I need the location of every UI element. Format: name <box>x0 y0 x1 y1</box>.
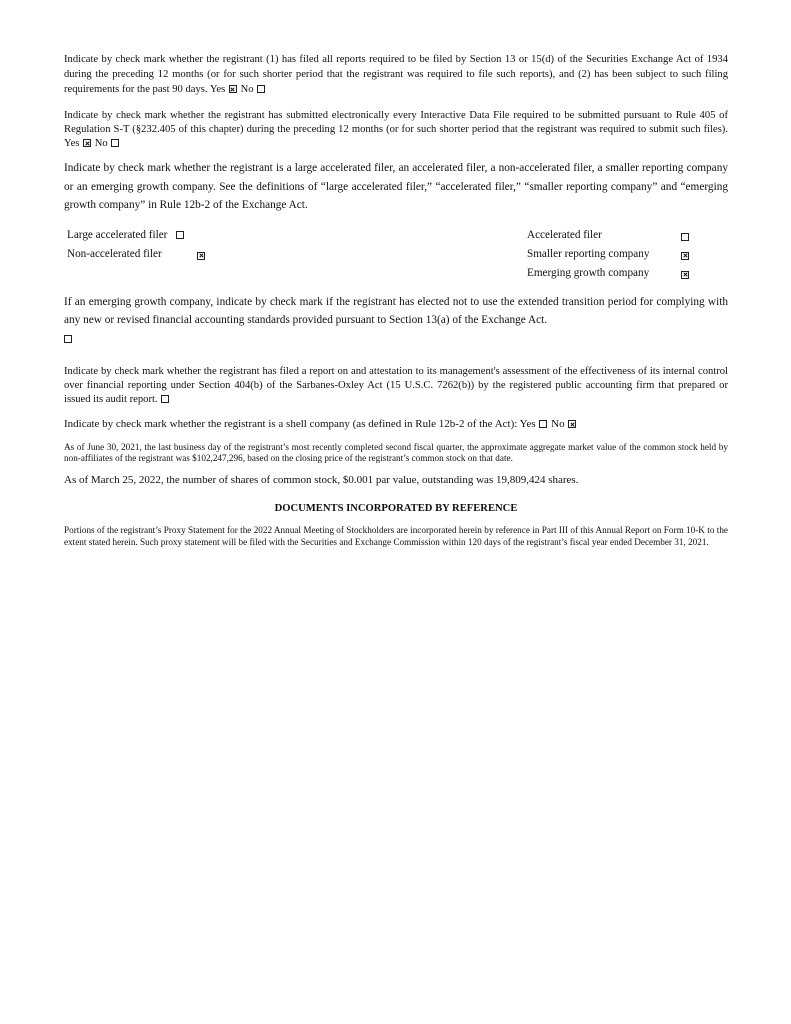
large-accelerated-filer-label: Large accelerated filer <box>67 228 168 241</box>
shell-company-paragraph <box>64 417 728 432</box>
non-accelerated-filer-label: Non-accelerated filer <box>67 247 162 260</box>
reports-filed-text: Indicate by check mark whether the registrant (1) has filed all reports required to be filed by Section 13 or 15(d) of the Securities Exchange Act of 1934 during the preceding 12 months (or for such shorter period that the registrant was required to file such reports), and (2) has been subject to such filing requirements for the past 90 days. <box>64 54 728 95</box>
large-accelerated-filer-option <box>67 229 185 241</box>
shares-outstanding-paragraph: As of March 25, 2022, the number of shares of common stock, $0.001 par value, outstanding was 19,809,424 shares. <box>64 474 579 487</box>
non-accelerated-filer-option <box>67 248 162 260</box>
accelerated-filer-option <box>527 229 602 241</box>
shell-company-yes-checkbox[interactable] <box>539 420 547 428</box>
reports-filed-no-checkbox[interactable] <box>257 85 265 93</box>
non-accelerated-filer-checkbox[interactable] <box>197 252 205 260</box>
emerging-growth-company-option <box>527 267 649 279</box>
internal-control-checkbox[interactable] <box>161 395 169 403</box>
documents-paragraph: Portions of the registrant’s Proxy Statement for the 2022 Annual Meeting of Stockholders are incorporated herein by reference in Part III of this Annual Report on Form 10-K to the extent stated herein. Such proxy statement will be filed with the Securities and Exchange Commission within 120 days of the registrant’s fiscal year ended December 31, 2021. <box>64 525 728 547</box>
filer-status-paragraph: Indicate by check mark whether the registrant is a large accelerated filer, an accelerated filer, a non-accelerated filer, a smaller reporting company or an emerging growth company. See the definitions of “large accelerated filer,” “accelerated filer,” “smaller reporting company” and “emerging growth company” in Rule 12b-2 of the Exchange Act. <box>64 162 728 211</box>
emerging-growth-paragraph <box>64 293 728 349</box>
reports-filed-paragraph <box>64 52 728 97</box>
emerging-growth-company-checkbox[interactable] <box>681 271 689 279</box>
interactive-data-paragraph <box>64 109 728 151</box>
extended-transition-checkbox[interactable] <box>64 335 72 343</box>
accelerated-filer-checkbox[interactable] <box>681 233 689 241</box>
filer-status-options <box>64 229 728 289</box>
smaller-reporting-company-label: Smaller reporting company <box>527 247 650 260</box>
reports-filed-yes-label: Yes <box>209 84 226 95</box>
emerging-growth-text: If an emerging growth company, indicate by check mark if the registrant has elected not to use the extended transition period for complying with any new or revised financial accounting standards provided pursuant to Section 13(a) of the Exchange Act. <box>64 295 728 326</box>
accelerated-filer-label: Accelerated filer <box>527 228 602 241</box>
internal-control-text: Indicate by check mark whether the registrant has filed a report on and attestation to its management's assessment of the effectiveness of its internal control over financial reporting under Section 404(b) of the Sarbanes-Oxley Act (15 U.S.C. 7262(b)) by the registered public accounting firm that prepared or issued its audit report. <box>64 366 728 405</box>
shell-company-text: Indicate by check mark whether the registrant is a shell company (as defined in Rule 12b-2 of the Act): <box>64 418 518 430</box>
market-value-paragraph: As of June 30, 2021, the last business day of the registrant’s most recently completed second fiscal quarter, the approximate aggregate market value of the common stock held by non-affiliates of the registrant was $102,247,296, based on the closing price of the registrant’s common stock on that date. <box>64 442 728 464</box>
interactive-data-no-checkbox[interactable] <box>111 139 119 147</box>
interactive-data-yes-checkbox[interactable] <box>83 139 91 147</box>
reports-filed-yes-checkbox[interactable] <box>229 85 237 93</box>
cover-page-body <box>64 52 728 548</box>
shell-company-yes-label: Yes <box>519 418 536 430</box>
interactive-data-yes-label: Yes <box>64 138 80 149</box>
smaller-reporting-company-option <box>527 248 649 260</box>
documents-heading: DOCUMENTS INCORPORATED BY REFERENCE <box>274 503 518 515</box>
internal-control-paragraph <box>64 365 728 407</box>
smaller-reporting-company-checkbox[interactable] <box>681 252 689 260</box>
shell-company-no-label: No <box>551 418 565 430</box>
interactive-data-no-label: No <box>94 138 108 149</box>
emerging-growth-company-label: Emerging growth company <box>527 266 650 279</box>
large-accelerated-filer-checkbox[interactable] <box>176 231 184 239</box>
reports-filed-no-label: No <box>240 84 254 95</box>
interactive-data-text: Indicate by check mark whether the registrant has submitted electronically every Interactive Data File required to be submitted pursuant to Rule 405 of Regulation S-T (§232.405 of this chapter) during the preceding 12 months (or for such shorter period that the registrant was required to submit such files). <box>64 110 728 135</box>
shell-company-no-checkbox[interactable] <box>568 420 576 428</box>
